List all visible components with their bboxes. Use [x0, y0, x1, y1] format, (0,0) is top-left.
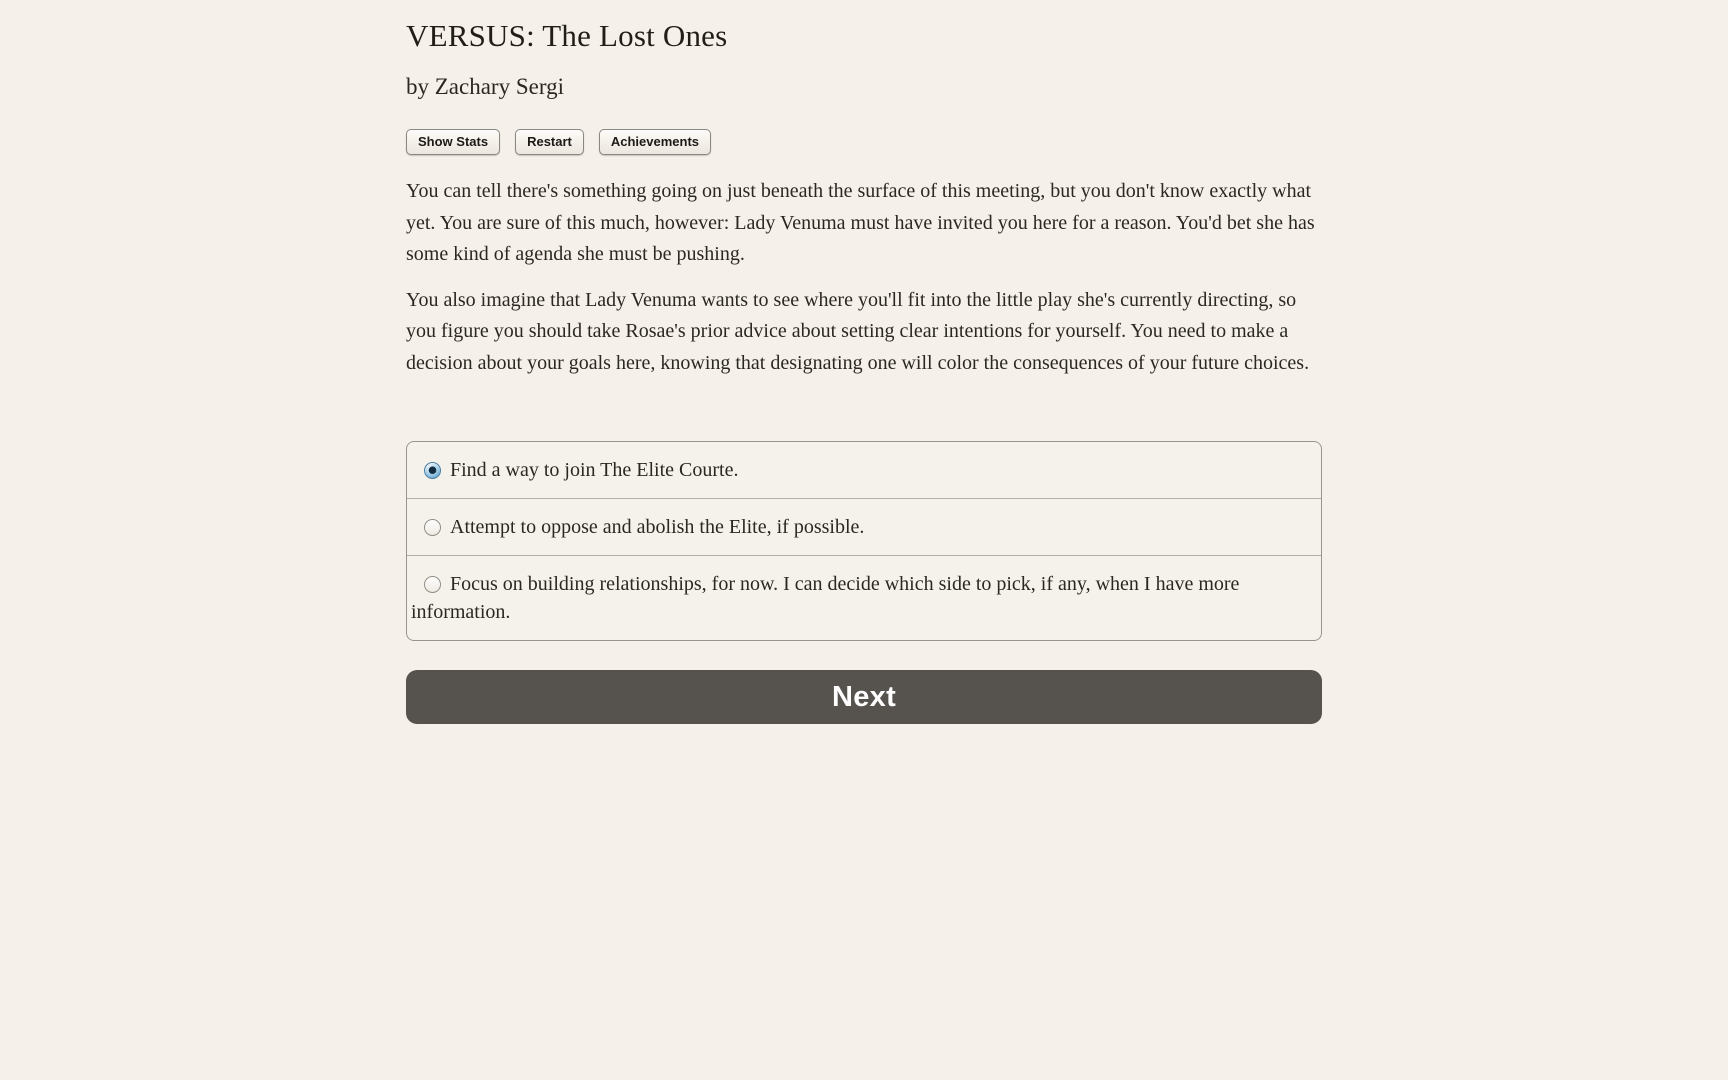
toolbar: [406, 129, 1322, 154]
choice-group: [406, 441, 1322, 641]
show-stats-button[interactable]: Show Stats: [406, 129, 500, 155]
content-column: [406, 0, 1322, 724]
story-paragraph: You can tell there's something going on just beneath the surface of this meeting, but you don't know exactly what yet. You are sure of this much, however: Lady Venuma must have invited you here for a reason. You'd bet she has some kind of agenda she must be pushing.: [406, 180, 1315, 265]
choice-option-join-elite[interactable]: [407, 442, 1321, 498]
story-text: [406, 176, 1322, 379]
author-byline: by Zachary Sergi: [406, 74, 564, 99]
choice-option-build-relationships[interactable]: [407, 555, 1321, 640]
restart-button[interactable]: Restart: [515, 129, 584, 155]
choice-option-label: Find a way to join The Elite Courte.: [450, 459, 739, 481]
next-button[interactable]: Next: [406, 670, 1322, 724]
radio-button-icon[interactable]: [424, 519, 441, 536]
radio-button-icon[interactable]: [424, 462, 441, 479]
choice-option-label: Focus on building relationships, for now. I can decide which side to pick, if any, when I have more information.: [411, 573, 1240, 623]
choice-option-oppose-elite[interactable]: [407, 498, 1321, 555]
choice-option-label: Attempt to oppose and abolish the Elite, if possible.: [450, 516, 865, 538]
radio-button-icon[interactable]: [424, 576, 441, 593]
page-title: VERSUS: The Lost Ones: [406, 18, 728, 53]
story-paragraph: You also imagine that Lady Venuma wants to see where you'll fit into the little play she's currently directing, so you figure you should take Rosae's prior advice about setting clear intentions for yourself. You need to make a decision about your goals here, knowing that designating one will color the consequences of your future choices.: [406, 288, 1310, 374]
achievements-button[interactable]: Achievements: [599, 129, 711, 155]
